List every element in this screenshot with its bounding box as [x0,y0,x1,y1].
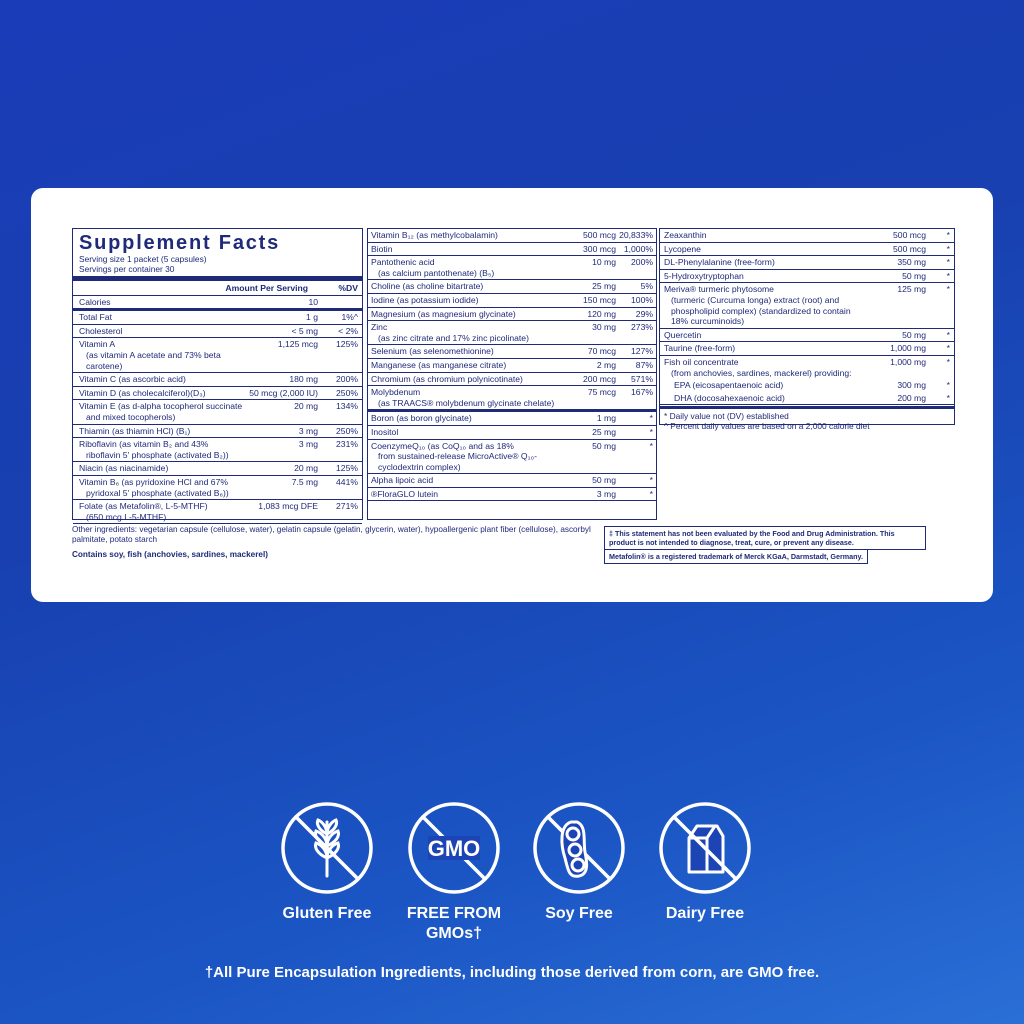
nutrient-amount: < 5 mg [291,325,318,336]
nutrient-row [660,356,954,379]
nutrient-name-text: Magnesium (as magnesium glycinate) [371,308,516,319]
facts-panel-left [72,228,363,520]
nutrient-name [79,388,248,399]
nutrient-amount: 1,125 mcg [277,339,318,350]
nutrient-dv: * [649,426,653,437]
facts-panel-middle [367,228,657,520]
nutrient-name [664,230,858,241]
nutrient-row [368,256,656,280]
serving-size: Serving size 1 packet (5 capsules) [79,254,207,264]
nutrient-row [660,243,954,257]
nutrient-name-text: Zeaxanthin [664,230,707,240]
nutrient-row [73,438,362,462]
nutrient-dv: * [946,356,950,367]
nutrient-dv: 200% [631,257,653,268]
nutrient-amount: 20 mg [294,401,318,412]
nutrient-row [368,426,656,440]
nutrient-amount: 10 [308,296,318,307]
nutrient-amount: 50 mg [592,440,616,451]
nutrient-name [371,413,556,424]
nutrient-dv: * [946,392,950,403]
nutrient-row [73,325,362,339]
nutrient-name [79,312,248,323]
nutrient-dv: 271% [336,501,358,512]
nutrient-amount: 200 mg [897,392,926,403]
nutrient-name [79,501,248,522]
nutrient-name [371,322,556,343]
nutrient-name-text: Inositol [371,426,399,437]
nutrient-dv: 5% [640,281,653,292]
nutrient-note: (as TRAACS® molybdenum glycinate chelate) [378,397,555,408]
nutrient-row [368,440,656,475]
nutrient-name-text: Niacin (as niacinamide) [79,463,169,474]
soybean-icon [531,800,627,896]
nutrient-dv: 200% [336,374,358,385]
nutrient-note: (as calcium pantothenate) (B₅) [378,267,495,278]
nutrient-amount: 500 mcg [583,230,616,240]
nutrient-row [660,283,954,328]
nutrient-name [371,281,556,292]
nutrient-amount: 1,000 mg [890,356,926,367]
nutrient-dv: 1,000% [623,243,653,254]
nutrient-name [664,284,858,326]
nutrient-name [371,309,556,320]
wheat-icon [279,800,375,896]
fda-statement: ‡ This statement has not been evaluated by the Food and Drug Administration. This product is not intended to diagnose, treat, cure, or prevent any disease. [604,526,926,550]
nutrient-name [79,401,248,422]
nutrient-name [79,374,248,385]
nutrient-name-text: Chromium (as chromium polynicotinate) [371,373,523,384]
nutrient-row [660,379,954,392]
nutrient-name-text: Quercetin [664,329,702,340]
nutrient-name [79,426,248,437]
mid-rows-2 [368,409,656,501]
nutrient-name-text: Riboflavin (as vitamin B₂ and 43% [79,439,209,450]
nutrient-row [73,462,362,476]
nutrient-name [664,271,858,282]
nutrient-amount: 30 mg [592,322,616,333]
nutrient-name-text: Fish oil concentrate [664,356,739,367]
nutrient-dv: 231% [336,439,358,450]
nutrient-dv: * [946,329,950,340]
supplement-facts-card [31,188,993,602]
nutrient-name-text: Zinc [371,322,388,333]
nutrient-name-text: Total Fat [79,312,112,323]
dairy-free-badge [657,800,753,896]
nutrient-dv: * [649,440,653,451]
nutrient-row [73,373,362,387]
nutrient-name-text: Folate (as Metafolin®, L-5-MTHF) [79,501,208,512]
nutrient-name-text: DHA (docosahexaenoic acid) [674,392,785,403]
nutrient-amount: 300 mg [897,380,926,391]
col-dv: %DV [338,283,358,293]
nutrient-row [73,400,362,424]
nutrient-amount: 1 g [306,312,318,323]
nutrient-amount: 180 mg [289,374,318,385]
nutrient-name [371,387,556,408]
facts-title: Supplement Facts [79,232,281,254]
nutrient-amount: 20 mg [294,463,318,474]
nutrient-note: riboflavin 5' phosphate (activated B₂)) [86,449,229,460]
allergen-statement: Contains soy, fish (anchovies, sardines, mackerel) [72,550,268,559]
gmo-text: GMO [427,836,481,861]
nutrient-row [73,387,362,401]
nutrient-amount: 500 mcg [893,243,926,254]
nutrient-row [73,476,362,500]
nutrient-note: and mixed tocopherols) [86,411,176,422]
nutrient-dv: 134% [336,401,358,412]
nutrient-dv: * [649,488,653,499]
nutrient-dv: 571% [631,373,653,384]
nutrient-dv: 250% [336,425,358,436]
nutrient-dv: 167% [631,387,653,398]
footnote-dv: * Daily value not (DV) established [664,411,789,422]
nutrient-row [368,345,656,359]
nutrient-name [79,439,248,460]
nutrient-row [368,488,656,502]
nutrient-name [371,295,556,306]
nutrient-name [664,244,858,255]
nutrient-amount: 25 mg [592,426,616,437]
nutrient-amount: 500 mcg [893,230,926,240]
nutrient-note: from sustained-release MicroActive® Q₁₀-cyclodextrin complex) [378,451,537,472]
nutrient-row [368,243,656,257]
nutrient-dv: * [946,270,950,281]
nutrient-name-text: Alpha lipoic acid [371,475,434,486]
nutrient-amount: 75 mcg [587,387,616,398]
nutrient-row [368,321,656,345]
nutrient-row [368,229,656,243]
nutrient-dv: * [946,284,950,295]
gluten-free-badge [279,800,375,896]
gmo-icon [406,800,502,896]
nutrient-row [660,270,954,284]
nutrient-amount: 200 mcg [583,373,616,384]
nutrient-row [73,425,362,439]
nutrient-name-text: Cholesterol [79,325,123,336]
nutrient-name [79,326,248,337]
nutrient-note: (as vitamin A acetate and 73% beta carotene) [86,349,221,371]
nutrient-name-text: Vitamin C (as ascorbic acid) [79,374,186,385]
gmo-free-badge [406,800,502,896]
nutrient-note: (650 mcg L-5-MTHF) [86,511,167,522]
nutrient-name-text: Vitamin E (as d-alpha tocopherol succinate [79,401,243,412]
nutrient-row [660,256,954,270]
nutrient-name [79,339,248,371]
nutrient-row [660,329,954,343]
nutrient-name [674,380,858,391]
nutrient-amount: 70 mcg [587,346,616,357]
nutrient-name [371,427,556,438]
nutrient-note: pyridoxal 5' phosphate (activated B₆)) [86,487,229,498]
nutrient-name [664,357,858,378]
left-rows [73,296,362,525]
nutrient-row [368,386,656,409]
nutrient-name-text: Selenium (as selenomethionine) [371,346,494,357]
nutrient-name-text: Boron (as boron glycinate) [371,413,472,424]
nutrient-row [368,359,656,373]
nutrient-name-text: Thiamin (as thiamin HCl) (B₁) [79,425,191,436]
nutrient-name [664,330,858,341]
nutrient-amount: 25 mg [592,281,616,292]
nutrient-dv: 20,833% [619,230,653,240]
nutrient-amount: 50 mg [592,475,616,486]
nutrient-name [371,360,556,371]
nutrient-name-text: Molybdenum [371,387,421,398]
gluten-free-label: Gluten Free [282,905,372,922]
nutrient-amount: 2 mg [596,359,616,370]
nutrient-row [368,308,656,322]
soy-free-label: Soy Free [545,905,613,922]
nutrient-name [664,257,858,268]
nutrient-name [371,489,556,500]
nutrient-row [368,280,656,294]
nutrient-name [371,374,556,385]
nutrient-name-text: Calories [79,296,111,307]
nutrient-amount: 3 mg [298,425,318,436]
nutrient-name-text: Taurine (free-form) [664,343,736,354]
nutrient-dv: * [649,413,653,424]
nutrient-dv: 127% [631,346,653,357]
nutrient-amount: 1,083 mcg DFE [258,501,318,512]
nutrient-amount: 3 mg [596,488,616,499]
nutrient-row [73,296,362,312]
nutrient-amount: 3 mg [298,439,318,450]
nutrient-amount: 300 mcg [583,243,616,254]
nutrient-amount: 50 mg [902,329,926,340]
nutrient-amount: 350 mg [897,257,926,268]
nutrient-name-text: Vitamin D (as cholecalciferol)(D₃) [79,387,206,398]
footnotes [660,406,954,433]
nutrient-dv: * [946,257,950,268]
nutrient-dv: 100% [631,294,653,305]
nutrient-dv: * [649,475,653,486]
servings-per-container: Servings per container 30 [79,264,175,274]
nutrient-row [660,392,954,406]
nutrient-amount: 120 mg [587,308,616,319]
nutrient-name-text: Manganese (as manganese citrate) [371,359,507,370]
nutrient-name [664,343,858,354]
nutrient-name [79,463,248,474]
nutrient-dv: 250% [336,387,358,398]
gmo-free-label-text: FREE FROM GMOs† [406,905,502,942]
nutrient-note: (as zinc citrate and 17% zinc picolinate) [378,332,529,343]
gmo-disclaimer: †All Pure Encapsulation Ingredients, including those derived from corn, are GMO free. [204,964,820,981]
nutrient-note: (from anchovies, sardines, mackerel) providing: [671,367,852,378]
nutrient-dv: 29% [635,308,653,319]
nutrient-name [371,244,556,255]
right-rows [660,229,954,405]
nutrient-name-text: Vitamin A [79,339,116,350]
nutrient-name-text: Iodine (as potassium iodide) [371,294,479,305]
nutrient-dv: 441% [336,476,358,487]
nutrient-name-text: EPA (eicosapentaenoic acid) [674,380,784,391]
nutrient-amount: 1,000 mg [890,343,926,354]
nutrient-name [79,477,248,498]
soy-free-badge [531,800,627,896]
nutrient-dv: < 2% [338,325,358,336]
nutrient-amount: 50 mcg (2,000 IU) [249,387,318,398]
mid-rows [368,229,656,409]
nutrient-name-text: Lycopene [664,243,701,254]
gmo-free-label [384,904,524,944]
other-ingredients: Other ingredients: vegetarian capsule (cellulose, water), gelatin capsule (gelatin, glycerin, water), hypoallergenic plant fiber (cellulose), ascorbyl palmitate, potato starch [72,525,591,544]
nutrient-name-text: Pantothenic acid [371,257,435,268]
nutrient-row [73,500,362,524]
nutrient-name [674,393,858,404]
nutrient-dv: * [946,380,950,391]
nutrient-dv: * [946,343,950,354]
nutrient-row [73,311,362,325]
dairy-free-label: Dairy Free [665,905,745,922]
col-amount: Amount Per Serving [225,283,308,293]
nutrient-name-text: 5-Hydroxytryptophan [664,270,744,281]
nutrient-row [660,229,954,243]
nutrient-name [371,257,556,278]
nutrient-dv: 273% [631,322,653,333]
nutrient-amount: 7.5 mg [291,476,318,487]
nutrient-name-text: ®FloraGLO lutein [371,488,438,499]
nutrient-row [660,342,954,356]
nutrient-row [368,373,656,387]
nutrient-name-text: Biotin [371,243,393,254]
trademark-note: Metafolin® is a registered trademark of Merck KGaA, Darmstadt, Germany. [604,549,868,564]
nutrient-dv: * [946,243,950,254]
nutrient-name-text: CoenzymeQ₁₀ (as CoQ₁₀ and as 18% [371,440,514,451]
nutrient-name-text: Choline (as choline bitartrate) [371,281,484,292]
nutrient-name-text: Vitamin B₁₂ (as methylcobalamin) [371,230,498,240]
nutrient-amount: 1 mg [596,413,616,424]
nutrient-name-text: DL-Phenylalanine (free-form) [664,257,775,268]
nutrient-amount: 125 mg [897,284,926,295]
facts-panel-right [659,228,955,432]
nutrient-row [368,412,656,426]
facts-header [73,276,362,296]
nutrient-name [371,346,556,357]
nutrient-note: (turmeric (Curcuma longa) extract (root) and phospholipid complex) (standardized to contain 18% curcuminoids) [671,294,851,327]
nutrient-dv: 87% [635,359,653,370]
nutrient-dv: * [946,230,950,240]
milk-carton-icon [657,800,753,896]
nutrient-name [371,475,556,486]
nutrient-name-text: Meriva® turmeric phytosome [664,284,774,295]
nutrient-row [368,474,656,488]
nutrient-name [371,230,556,241]
nutrient-amount: 50 mg [902,270,926,281]
nutrient-row [73,338,362,373]
nutrient-dv: 1%^ [341,312,358,323]
nutrient-amount: 150 mcg [583,294,616,305]
nutrient-dv: 125% [336,463,358,474]
nutrient-row [368,294,656,308]
nutrient-name [79,297,248,308]
nutrient-amount: 10 mg [592,257,616,268]
footnote-calorie: ^ Percent daily values are based on a 2,000 calorie diet [664,421,870,432]
nutrient-dv: 125% [336,339,358,350]
nutrient-name [371,441,556,473]
nutrient-dv [318,297,358,308]
nutrient-name-text: Vitamin B₆ (as pyridoxine HCl and 67% [79,476,228,487]
